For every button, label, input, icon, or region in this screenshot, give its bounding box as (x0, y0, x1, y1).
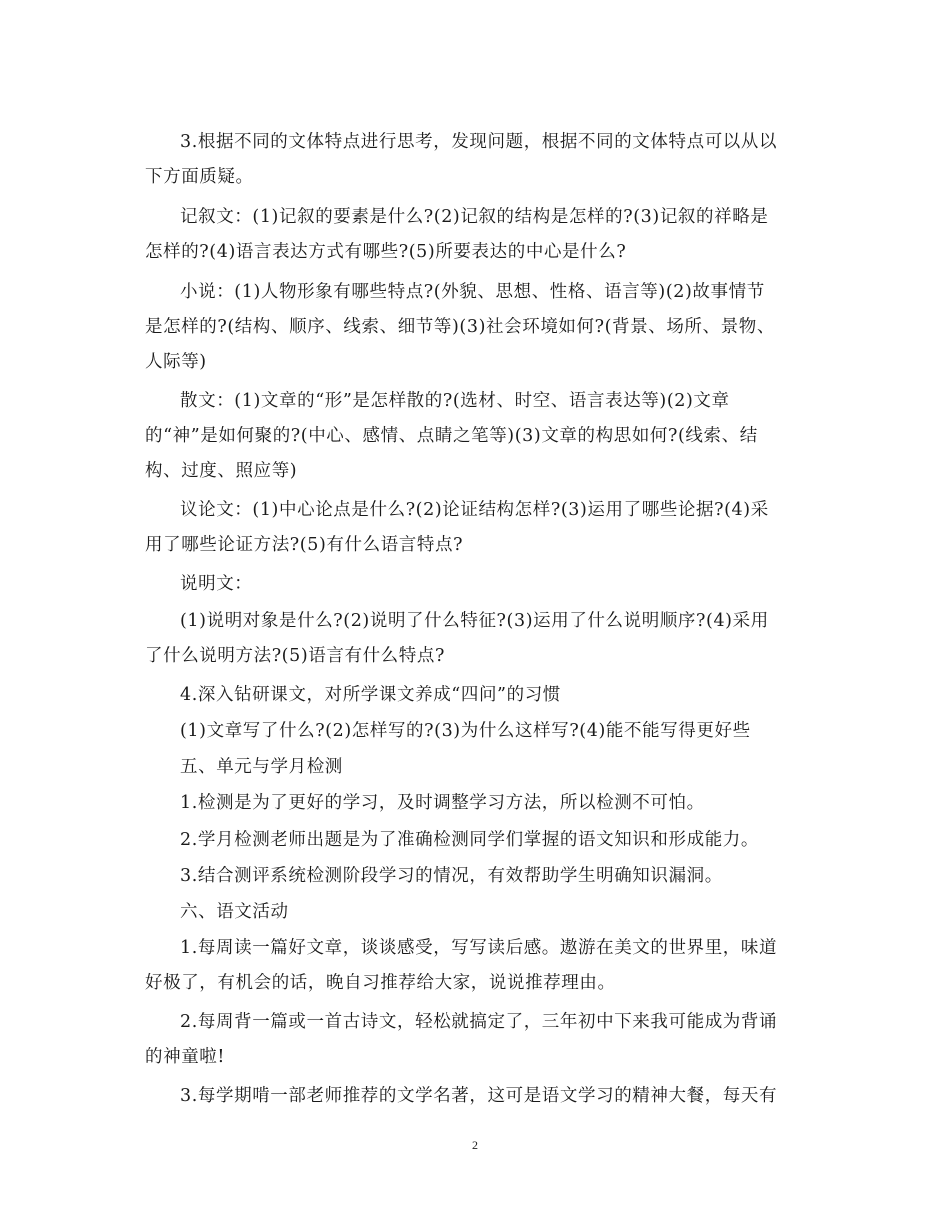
paragraph-line: 1.检测是为了更好的学习，及时调整学习方法，所以检测不可怕。 (180, 793, 705, 813)
paragraph-line: 1.每周读一篇好文章，谈谈感受，写写读后感。遨游在美文的世界里，味道 (180, 938, 778, 958)
paragraph-line: (1)说明对象是什么?(2)说明了什么特征?(3)运用了什么说明顺序?(4)采用 (180, 611, 769, 631)
paragraph-line: 4.深入钻研课文，对所学课文养成“四问”的习惯 (180, 685, 561, 705)
paragraph-line: 小说：(1)人物形象有哪些特点?(外貌、思想、性格、语言等)(2)故事情节 (180, 282, 765, 302)
paragraph-line: 的神童啦! (145, 1047, 226, 1067)
paragraph-line: 是怎样的?(结构、顺序、线索、细节等)(3)社会环境如何?(背景、场所、景物、 (145, 317, 775, 337)
paragraph-line: 散文：(1)文章的“形”是怎样散的?(选材、时空、语言表达等)(2)文章 (180, 391, 730, 411)
paragraph-line: 3.根据不同的文体特点进行思考，发现问题，根据不同的文体特点可以从以 (180, 132, 778, 152)
paragraph-line: 议论文：(1)中心论点是什么?(2)论证结构怎样?(3)运用了哪些论据?(4)采 (180, 500, 769, 520)
paragraph-line: 2.学月检测老师出题是为了准确检测同学们掌握的语文知识和形成能力。 (180, 830, 759, 850)
paragraph-line: 说明文： (180, 574, 253, 594)
paragraph-line: 3.每学期啃一部老师推荐的文学名著，这可是语文学习的精神大餐，每天有 (180, 1086, 778, 1106)
paragraph-line: 记叙文：(1)记叙的要素是什么?(2)记叙的结构是怎样的?(3)记叙的祥略是 (180, 207, 769, 227)
paragraph-line: 构、过度、照应等) (145, 461, 298, 481)
section-heading: 六、语文活动 (180, 902, 289, 922)
paragraph-line: 了什么说明方法?(5)语言有什么特点? (145, 646, 445, 666)
paragraph-line: 的“神”是如何聚的?(中心、感情、点睛之笔等)(3)文章的构思如何?(线索、结 (145, 426, 758, 446)
paragraph-line: 好极了，有机会的话，晚自习推荐给大家，说说推荐理由。 (145, 973, 616, 993)
paragraph-line: (1)文章写了什么?(2)怎样写的?(3)为什么这样写?(4)能不能写得更好些 (180, 721, 751, 741)
paragraph-line: 人际等) (145, 352, 207, 372)
paragraph-line: 下方面质疑。 (145, 167, 254, 187)
paragraph-line: 2.每周背一篇或一首古诗文，轻松就搞定了，三年初中下来我可能成为背诵 (180, 1012, 778, 1032)
section-heading: 五、单元与学月检测 (180, 757, 343, 777)
paragraph-line: 怎样的?(4)语言表达方式有哪些?(5)所要表达的中心是什么? (145, 242, 627, 262)
page-number: 2 (472, 1138, 478, 1152)
paragraph-line: 3.结合测评系统检测阶段学习的情况，有效帮助学生明确知识漏洞。 (180, 866, 723, 886)
paragraph-line: 用了哪些论证方法?(5)有什么语言特点? (145, 535, 464, 555)
